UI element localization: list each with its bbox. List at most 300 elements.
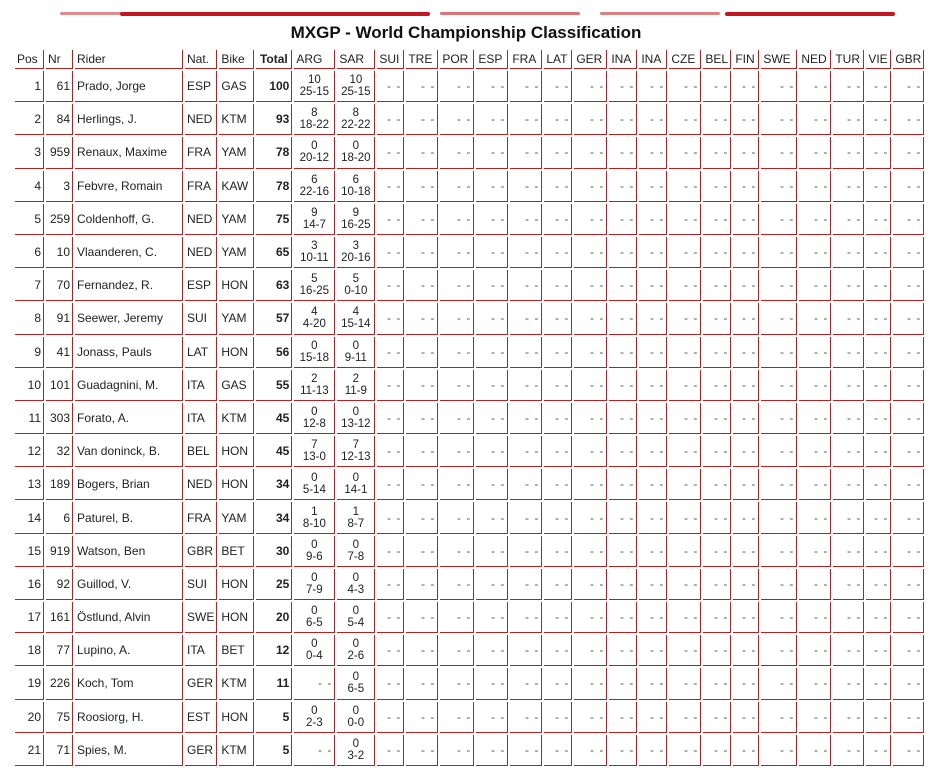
- cell-gp-empty: - -: [476, 702, 508, 733]
- cell-gp-empty: - -: [761, 137, 797, 168]
- cell-gp-empty: - -: [406, 502, 438, 533]
- cell-gp-empty: - -: [609, 602, 637, 633]
- cell-gp-empty: - -: [733, 137, 759, 168]
- cell-gp-result: [337, 536, 375, 567]
- cell-gp-empty: - -: [294, 735, 335, 766]
- cell-nat: SWE: [185, 602, 217, 633]
- table-header-row: [15, 50, 924, 69]
- cell-nr: 32: [46, 436, 73, 467]
- gp-moto-positions: 14-7: [302, 218, 326, 231]
- gp-moto-positions: 5-14: [302, 484, 326, 497]
- cell-gp-empty: - -: [544, 204, 572, 235]
- cell-gp-empty: - -: [510, 204, 542, 235]
- col-gp: ARG: [294, 50, 335, 69]
- cell-gp-empty: - -: [574, 735, 607, 766]
- cell-gp-empty: - -: [510, 569, 542, 600]
- col-gp: BEL: [703, 50, 731, 69]
- cell-nr: 61: [46, 71, 73, 102]
- cell-gp-empty: - -: [833, 71, 864, 102]
- cell-gp-empty: - -: [799, 303, 831, 334]
- cell-gp-empty: - -: [799, 403, 831, 434]
- gp-points: 4: [311, 306, 318, 319]
- gp-moto-positions: 7-8: [347, 550, 365, 563]
- cell-gp-empty: - -: [893, 569, 924, 600]
- cell-gp-empty: - -: [669, 735, 701, 766]
- gp-points: 5: [352, 273, 360, 286]
- gp-points: 0: [311, 704, 318, 717]
- gp-moto-positions: 3-2: [347, 749, 365, 762]
- cell-gp-empty: - -: [544, 270, 572, 301]
- cell-pos: 2: [15, 104, 44, 135]
- cell-gp-empty: - -: [893, 370, 924, 401]
- cell-gp-empty: - -: [609, 270, 637, 301]
- cell-bike: HON: [219, 602, 254, 633]
- col-gp: LAT: [544, 50, 572, 69]
- cell-gp-empty: - -: [639, 569, 667, 600]
- cell-gp-empty: - -: [893, 71, 924, 102]
- cell-gp-empty: - -: [440, 337, 474, 368]
- gp-points: 0: [311, 472, 318, 485]
- gp-points: 0: [352, 339, 360, 352]
- cell-gp-empty: - -: [476, 104, 508, 135]
- gp-points: 0: [311, 538, 318, 551]
- cell-gp-empty: - -: [574, 270, 607, 301]
- cell-gp-empty: - -: [703, 171, 731, 202]
- cell-gp-empty: - -: [510, 237, 542, 268]
- gp-points: 1: [311, 505, 318, 518]
- cell-gp-result: [294, 171, 335, 202]
- cell-pos: 18: [15, 635, 44, 666]
- cell-gp-empty: - -: [544, 602, 572, 633]
- col-gp: FRA: [510, 50, 542, 69]
- cell-gp-empty: - -: [574, 137, 607, 168]
- cell-gp-empty: - -: [703, 536, 731, 567]
- col-gp: ESP: [476, 50, 508, 69]
- cell-nr: 259: [46, 204, 73, 235]
- cell-total: 100: [256, 71, 292, 102]
- cell-gp-empty: - -: [510, 735, 542, 766]
- cell-gp-empty: - -: [406, 569, 438, 600]
- cell-gp-empty: - -: [761, 569, 797, 600]
- cell-gp-empty: - -: [377, 602, 404, 633]
- cell-gp-empty: - -: [609, 171, 637, 202]
- cell-rider: Guillod, V.: [75, 569, 183, 600]
- gp-moto-positions: 15-18: [299, 351, 330, 364]
- cell-gp-empty: - -: [893, 403, 924, 434]
- cell-gp-empty: - -: [733, 337, 759, 368]
- gp-moto-positions: 6-5: [347, 683, 365, 696]
- cell-gp-empty: - -: [669, 536, 701, 567]
- cell-gp-empty: - -: [440, 702, 474, 733]
- col-rider: Rider: [75, 50, 183, 69]
- cell-gp-empty: - -: [440, 569, 474, 600]
- cell-rider: Vlaanderen, C.: [75, 237, 183, 268]
- cell-gp-empty: - -: [544, 137, 572, 168]
- cell-pos: 9: [15, 337, 44, 368]
- cell-gp-empty: - -: [761, 104, 797, 135]
- table-row: [15, 668, 924, 699]
- gp-moto-positions: 18-22: [299, 119, 330, 132]
- cell-gp-empty: - -: [476, 502, 508, 533]
- cell-gp-empty: - -: [574, 635, 607, 666]
- cell-gp-empty: - -: [406, 204, 438, 235]
- cell-pos: 6: [15, 237, 44, 268]
- cell-gp-empty: - -: [639, 171, 667, 202]
- cell-nr: 6: [46, 502, 73, 533]
- cell-gp-empty: - -: [639, 337, 667, 368]
- cell-gp-empty: - -: [669, 469, 701, 500]
- gp-points: 0: [352, 538, 360, 551]
- cell-gp-result: [294, 536, 335, 567]
- cell-gp-empty: - -: [733, 270, 759, 301]
- cell-gp-empty: - -: [733, 204, 759, 235]
- gp-moto-positions: 10-11: [300, 252, 329, 265]
- cell-gp-empty: - -: [761, 303, 797, 334]
- cell-gp-empty: - -: [669, 204, 701, 235]
- cell-gp-empty: - -: [377, 171, 404, 202]
- cell-total: 34: [256, 469, 292, 500]
- cell-gp-empty: - -: [669, 702, 701, 733]
- cell-gp-empty: - -: [574, 204, 607, 235]
- cell-gp-empty: - -: [377, 403, 404, 434]
- col-gp: GER: [574, 50, 607, 69]
- cell-gp-empty: - -: [703, 569, 731, 600]
- cell-gp-empty: - -: [639, 137, 667, 168]
- cell-gp-empty: - -: [639, 71, 667, 102]
- cell-gp-result: [294, 702, 335, 733]
- cell-total: 56: [256, 337, 292, 368]
- cell-gp-empty: - -: [476, 569, 508, 600]
- gp-moto-positions: 0-4: [306, 650, 323, 663]
- cell-gp-empty: - -: [703, 337, 731, 368]
- cell-gp-empty: - -: [574, 403, 607, 434]
- cell-gp-empty: - -: [866, 337, 891, 368]
- cell-gp-empty: - -: [833, 171, 864, 202]
- cell-rider: Fernandez, R.: [75, 270, 183, 301]
- gp-points: 2: [352, 372, 360, 385]
- cell-gp-empty: - -: [476, 602, 508, 633]
- cell-gp-empty: - -: [440, 602, 474, 633]
- cell-gp-empty: - -: [733, 237, 759, 268]
- cell-gp-empty: - -: [866, 602, 891, 633]
- gp-moto-positions: 5-4: [347, 617, 365, 630]
- cell-total: 57: [256, 303, 292, 334]
- cell-gp-empty: - -: [639, 735, 667, 766]
- cell-gp-empty: - -: [799, 702, 831, 733]
- cell-gp-empty: - -: [703, 370, 731, 401]
- cell-gp-empty: - -: [703, 403, 731, 434]
- cell-gp-empty: - -: [510, 104, 542, 135]
- gp-points: 7: [311, 439, 318, 452]
- cell-gp-empty: - -: [544, 469, 572, 500]
- gp-points: 0: [352, 571, 360, 584]
- gp-moto-positions: 2-3: [306, 716, 323, 729]
- cell-gp-empty: - -: [609, 137, 637, 168]
- gp-moto-positions: 22-22: [341, 119, 371, 132]
- cell-gp-empty: - -: [294, 668, 335, 699]
- cell-total: 5: [256, 702, 292, 733]
- cell-bike: KTM: [219, 403, 254, 434]
- cell-gp-empty: - -: [609, 337, 637, 368]
- cell-gp-empty: - -: [866, 171, 891, 202]
- cell-gp-empty: - -: [476, 270, 508, 301]
- cell-gp-empty: - -: [440, 71, 474, 102]
- cell-gp-empty: - -: [510, 370, 542, 401]
- cell-bike: BET: [219, 536, 254, 567]
- cell-gp-result: [294, 469, 335, 500]
- cell-gp-result: [337, 403, 375, 434]
- cell-gp-empty: - -: [609, 702, 637, 733]
- cell-gp-empty: - -: [377, 237, 404, 268]
- cell-gp-empty: - -: [510, 436, 542, 467]
- gp-moto-positions: 16-25: [299, 285, 330, 298]
- cell-gp-empty: - -: [799, 370, 831, 401]
- cell-gp-empty: - -: [510, 270, 542, 301]
- col-gp: VIE: [866, 50, 891, 69]
- cell-gp-empty: - -: [476, 370, 508, 401]
- gp-points: 0: [352, 704, 360, 717]
- cell-gp-empty: - -: [544, 735, 572, 766]
- cell-gp-empty: - -: [574, 237, 607, 268]
- cell-total: 55: [256, 370, 292, 401]
- cell-gp-empty: - -: [799, 502, 831, 533]
- cell-gp-empty: - -: [761, 702, 797, 733]
- cell-gp-empty: - -: [799, 171, 831, 202]
- cell-gp-empty: - -: [893, 104, 924, 135]
- cell-gp-empty: - -: [833, 668, 864, 699]
- gp-moto-positions: 12-8: [302, 417, 326, 430]
- cell-gp-empty: - -: [440, 137, 474, 168]
- cell-gp-empty: - -: [476, 668, 508, 699]
- cell-gp-empty: - -: [833, 337, 864, 368]
- cell-gp-empty: - -: [377, 436, 404, 467]
- cell-gp-empty: - -: [406, 237, 438, 268]
- cell-gp-empty: - -: [833, 602, 864, 633]
- cell-gp-empty: - -: [799, 137, 831, 168]
- cell-gp-empty: - -: [669, 370, 701, 401]
- cell-gp-empty: - -: [893, 502, 924, 533]
- gp-points: 0: [311, 339, 318, 352]
- cell-gp-empty: - -: [799, 469, 831, 500]
- cell-bike: GAS: [219, 71, 254, 102]
- gp-points: 0: [311, 140, 318, 153]
- cell-gp-empty: - -: [440, 735, 474, 766]
- cell-gp-result: [337, 104, 375, 135]
- table-row: [15, 536, 924, 567]
- cell-gp-empty: - -: [761, 502, 797, 533]
- cell-gp-empty: - -: [703, 469, 731, 500]
- gp-moto-positions: 13-0: [302, 451, 326, 464]
- cell-gp-empty: - -: [510, 71, 542, 102]
- cell-gp-result: [294, 337, 335, 368]
- cell-gp-empty: - -: [476, 171, 508, 202]
- cell-gp-empty: - -: [893, 237, 924, 268]
- cell-gp-empty: - -: [440, 436, 474, 467]
- cell-rider: Herlings, J.: [75, 104, 183, 135]
- cell-gp-empty: - -: [544, 436, 572, 467]
- cell-gp-empty: - -: [406, 668, 438, 699]
- cell-gp-empty: - -: [733, 536, 759, 567]
- cell-rider: Renaux, Maxime: [75, 137, 183, 168]
- cell-gp-empty: - -: [733, 502, 759, 533]
- cell-gp-empty: - -: [733, 569, 759, 600]
- cell-gp-empty: - -: [799, 569, 831, 600]
- cell-gp-empty: - -: [761, 536, 797, 567]
- cell-pos: 4: [15, 171, 44, 202]
- cell-gp-empty: - -: [733, 71, 759, 102]
- table-row: [15, 137, 924, 168]
- cell-gp-empty: - -: [799, 237, 831, 268]
- cell-gp-empty: - -: [893, 137, 924, 168]
- gp-points: 1: [352, 505, 360, 518]
- cell-nr: 91: [46, 303, 73, 334]
- cell-gp-empty: - -: [476, 237, 508, 268]
- cell-gp-empty: - -: [703, 237, 731, 268]
- col-bike: Bike: [219, 50, 254, 69]
- cell-gp-result: [337, 702, 375, 733]
- gp-moto-positions: 16-25: [341, 218, 371, 231]
- cell-gp-result: [294, 403, 335, 434]
- cell-total: 45: [256, 403, 292, 434]
- col-nr: Nr: [46, 50, 73, 69]
- cell-gp-empty: - -: [799, 270, 831, 301]
- cell-nat: GER: [185, 668, 217, 699]
- cell-gp-empty: - -: [406, 370, 438, 401]
- cell-gp-empty: - -: [377, 104, 404, 135]
- cell-gp-empty: - -: [476, 735, 508, 766]
- cell-gp-empty: - -: [799, 635, 831, 666]
- cell-gp-empty: - -: [761, 71, 797, 102]
- cell-gp-empty: - -: [669, 171, 701, 202]
- cell-gp-empty: - -: [833, 536, 864, 567]
- cell-gp-empty: - -: [703, 137, 731, 168]
- col-gp: SUI: [377, 50, 404, 69]
- cell-total: 45: [256, 436, 292, 467]
- gp-moto-positions: 25-15: [341, 86, 371, 99]
- gp-points: 7: [352, 439, 360, 452]
- cell-gp-result: [294, 635, 335, 666]
- cell-gp-empty: - -: [639, 370, 667, 401]
- cell-gp-empty: - -: [609, 635, 637, 666]
- cell-gp-empty: - -: [799, 602, 831, 633]
- cell-gp-empty: - -: [377, 668, 404, 699]
- cell-gp-empty: - -: [574, 71, 607, 102]
- cell-gp-empty: - -: [639, 702, 667, 733]
- cell-gp-empty: - -: [476, 436, 508, 467]
- cell-gp-empty: - -: [669, 137, 701, 168]
- cell-gp-empty: - -: [377, 536, 404, 567]
- cell-gp-empty: - -: [703, 735, 731, 766]
- cell-rider: Seewer, Jeremy: [75, 303, 183, 334]
- cell-gp-empty: - -: [544, 635, 572, 666]
- cell-nat: GER: [185, 735, 217, 766]
- cell-pos: 12: [15, 436, 44, 467]
- table-row: [15, 303, 924, 334]
- table-row: [15, 104, 924, 135]
- cell-gp-empty: - -: [703, 204, 731, 235]
- cell-gp-result: [294, 204, 335, 235]
- cell-gp-empty: - -: [703, 104, 731, 135]
- cell-nat: LAT: [185, 337, 217, 368]
- gp-moto-positions: 12-13: [341, 451, 371, 464]
- cell-gp-empty: - -: [639, 536, 667, 567]
- gp-moto-positions: 13-12: [341, 417, 371, 430]
- cell-nat: EST: [185, 702, 217, 733]
- cell-rider: Koch, Tom: [75, 668, 183, 699]
- cell-gp-empty: - -: [476, 337, 508, 368]
- cell-gp-empty: - -: [377, 569, 404, 600]
- cell-gp-empty: - -: [703, 602, 731, 633]
- cell-gp-empty: - -: [833, 237, 864, 268]
- cell-gp-empty: - -: [761, 668, 797, 699]
- cell-gp-empty: - -: [733, 735, 759, 766]
- cell-rider: Watson, Ben: [75, 536, 183, 567]
- cell-gp-empty: - -: [639, 469, 667, 500]
- cell-gp-empty: - -: [761, 436, 797, 467]
- cell-pos: 19: [15, 668, 44, 699]
- cell-gp-empty: - -: [639, 237, 667, 268]
- cell-gp-empty: - -: [833, 370, 864, 401]
- cell-gp-result: [294, 370, 335, 401]
- gp-moto-positions: 25-15: [299, 86, 330, 99]
- table-row: [15, 337, 924, 368]
- cell-gp-empty: - -: [833, 270, 864, 301]
- cell-total: 93: [256, 104, 292, 135]
- cell-gp-empty: - -: [510, 171, 542, 202]
- cell-total: 12: [256, 635, 292, 666]
- cell-gp-empty: - -: [574, 337, 607, 368]
- cell-gp-empty: - -: [476, 71, 508, 102]
- cell-nat: ITA: [185, 403, 217, 434]
- cell-rider: Spies, M.: [75, 735, 183, 766]
- gp-points: 5: [311, 273, 318, 286]
- cell-gp-empty: - -: [703, 635, 731, 666]
- cell-gp-empty: - -: [574, 370, 607, 401]
- cell-gp-empty: - -: [574, 171, 607, 202]
- cell-gp-empty: - -: [703, 270, 731, 301]
- cell-gp-empty: - -: [574, 536, 607, 567]
- cell-gp-empty: - -: [866, 702, 891, 733]
- cell-gp-empty: - -: [866, 237, 891, 268]
- cell-gp-result: [294, 237, 335, 268]
- cell-nat: FRA: [185, 137, 217, 168]
- col-gp: FIN: [733, 50, 759, 69]
- table-row: [15, 635, 924, 666]
- gp-moto-positions: 6-5: [306, 617, 323, 630]
- cell-gp-empty: - -: [833, 104, 864, 135]
- cell-gp-empty: - -: [476, 469, 508, 500]
- table-row: [15, 204, 924, 235]
- gp-points: 10: [349, 74, 363, 87]
- cell-gp-empty: - -: [639, 668, 667, 699]
- gp-points: 10: [307, 74, 321, 87]
- cell-gp-empty: - -: [893, 735, 924, 766]
- gp-points: 9: [311, 206, 318, 219]
- cell-gp-empty: - -: [866, 270, 891, 301]
- col-nat: Nat.: [185, 50, 217, 69]
- cell-pos: 7: [15, 270, 44, 301]
- cell-total: 34: [256, 502, 292, 533]
- cell-bike: HON: [219, 436, 254, 467]
- cell-gp-empty: - -: [574, 104, 607, 135]
- cell-gp-empty: - -: [733, 303, 759, 334]
- cell-gp-result: [337, 735, 375, 766]
- cell-gp-result: [337, 237, 375, 268]
- gp-points: 3: [311, 240, 318, 253]
- cell-gp-empty: - -: [833, 635, 864, 666]
- cell-bike: HON: [219, 270, 254, 301]
- cell-gp-result: [337, 204, 375, 235]
